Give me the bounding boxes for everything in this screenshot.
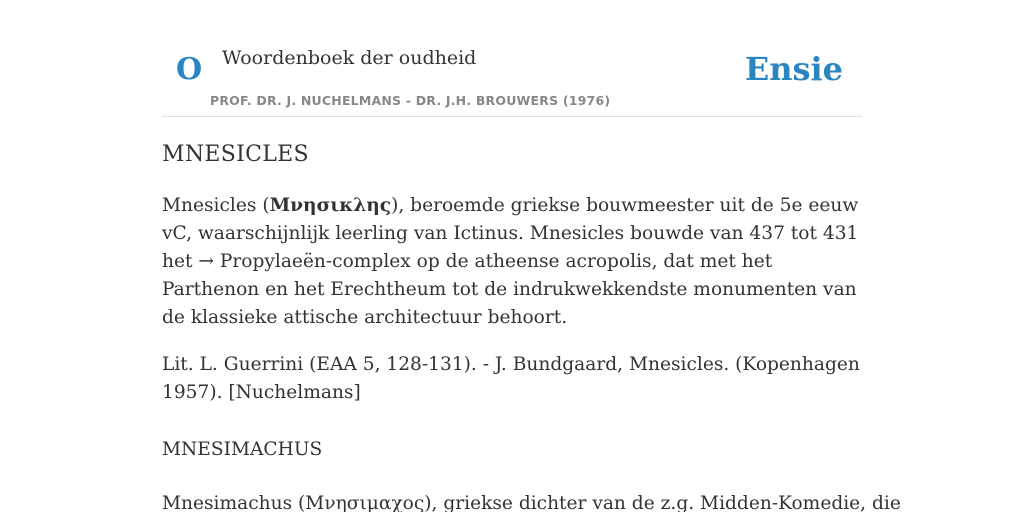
book-title[interactable]: Woordenboek der oudheid [222, 47, 477, 69]
book-author: PROF. DR. J. NUCHELMANS - DR. J.H. BROUWERS (1976) [210, 93, 611, 108]
greek-name: Μνησικλης [269, 195, 392, 216]
definition-text: ), beroemde griekse bouwmeester uit de 5e eeuw vC, waarschijnlijk leerling van Ictinus. Mnesicles bouwde van 437 tot 431 het [162, 195, 859, 272]
next-entry-definition: Mnesimachus (Μνησιμαχος), griekse dichter van de z.g. Midden-Komedie, die [162, 493, 901, 512]
definition-text: Propylaeën-complex op de atheense acropolis, dat met het Parthenon en het Erechtheum tot de indrukwekkendste monumenten van de klassieke attische architectuur behoort. [162, 251, 857, 328]
letter-index-link[interactable]: O [176, 52, 203, 87]
entry-definition [162, 192, 862, 332]
ensie-logo-link[interactable]: Ensie [744, 50, 843, 88]
entry-title: MNESICLES [162, 142, 309, 167]
page-wrapper [162, 0, 901, 512]
definition-text: Mnesicles ( [162, 195, 270, 216]
dictionary-header [162, 0, 862, 117]
cross-reference-arrow-link[interactable]: → [198, 251, 214, 272]
next-entry-title[interactable]: MNESIMACHUS [162, 439, 323, 460]
literature-reference: Lit. L. Guerrini (EAA 5, 128-131). - J. Bundgaard, Mnesicles. (Kopenhagen 1957). [Nuchelmans] [162, 354, 860, 403]
